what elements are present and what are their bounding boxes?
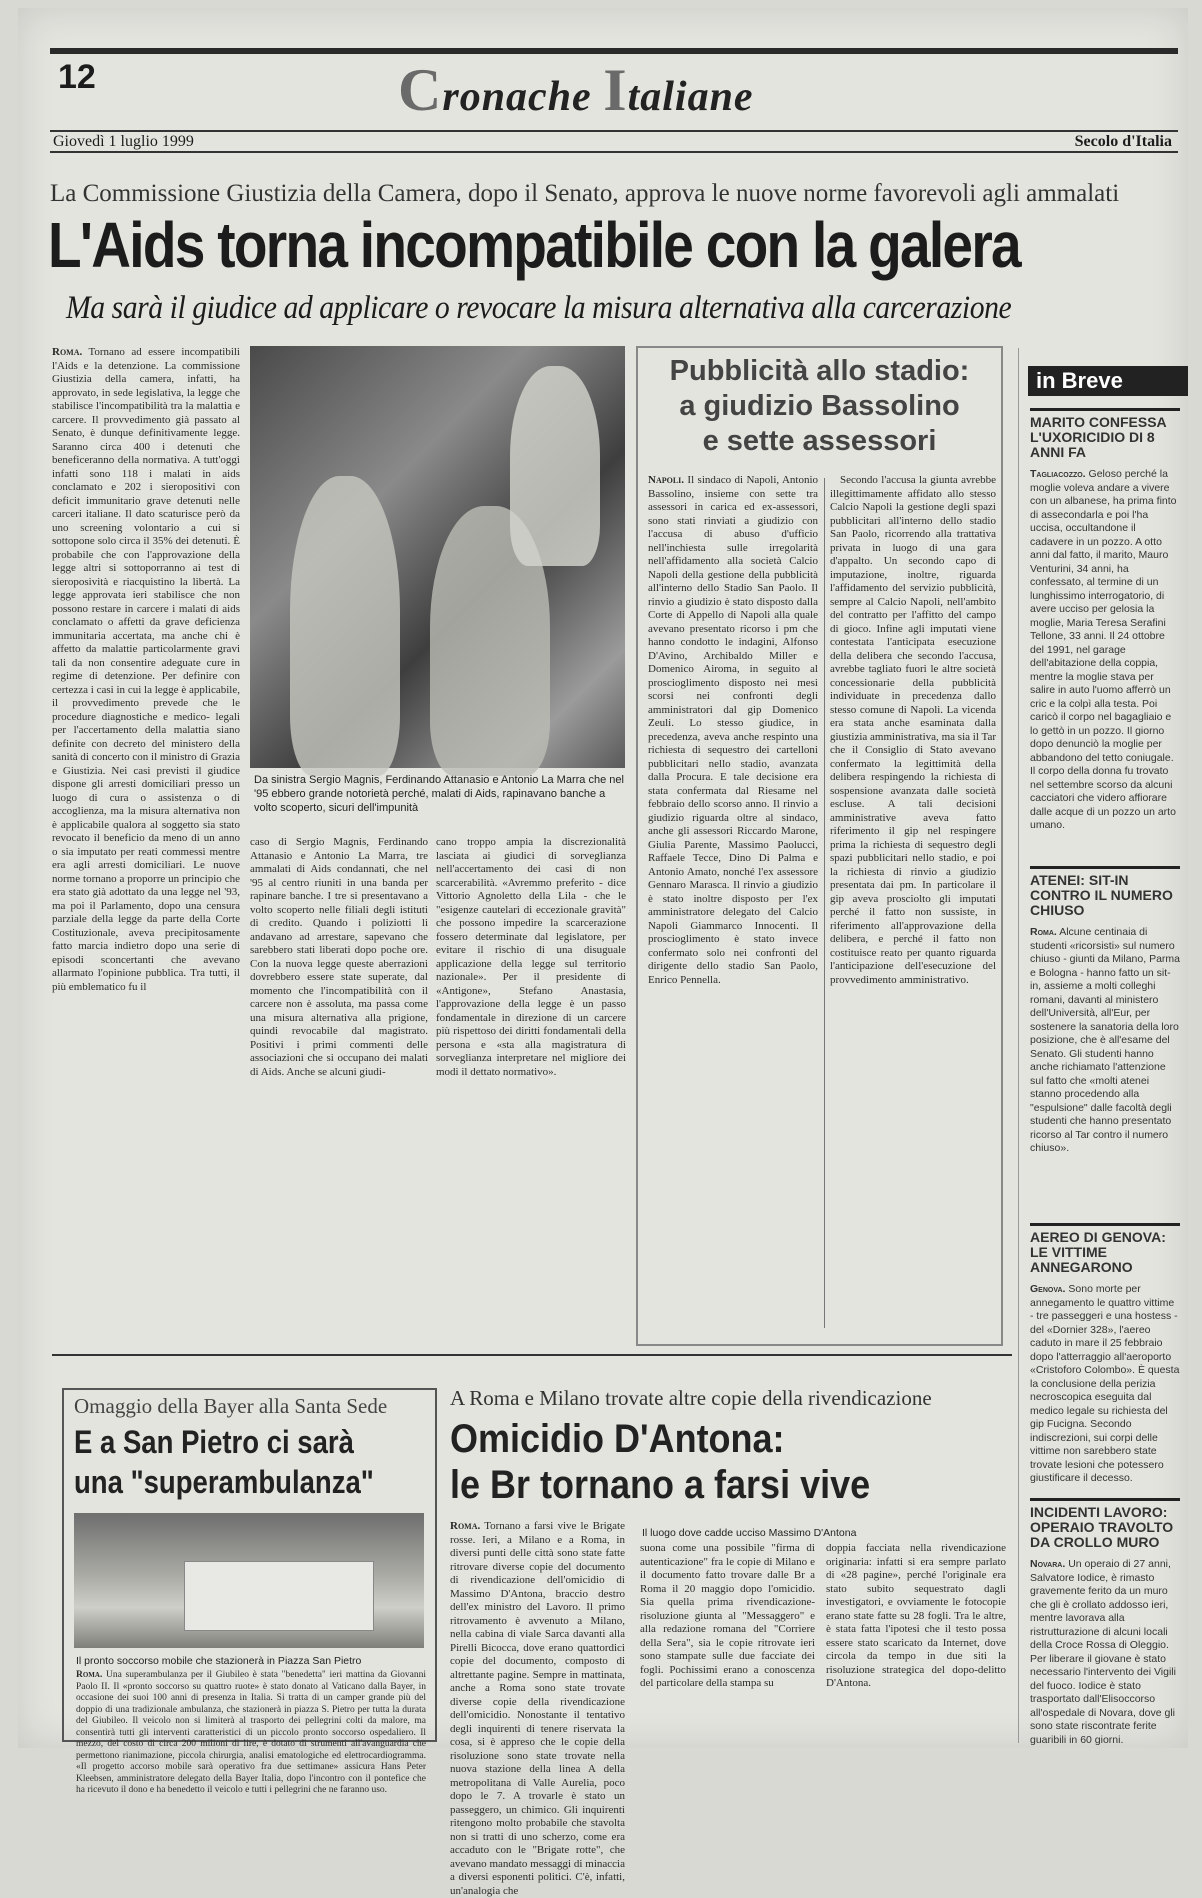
dantona-column-2 — [640, 1542, 815, 1744]
dantona-column-3 — [826, 1542, 1006, 1744]
main-story-column-2 — [250, 836, 428, 1346]
section-divider — [52, 1354, 1012, 1356]
bayer-headline-line1: E a San Pietro ci sarà — [74, 1424, 354, 1460]
dantona-kicker: A Roma e Milano trovate altre copie della rivendicazione — [450, 1386, 932, 1410]
brief-item-1-text: Geloso perché la moglie voleva andare a vivere con un albanese, ha prima finto di assecondarla e poi l'ha uccisa, occultandone il cadavere in un pozzo. A otto anni dal fatto, il marito, Mauro Venturini, 34 anni, ha confessato, al termine di un lunghissimo interrogatorio, di avere ucciso per gelosia la moglie, Maria Teresa Serafini Tellone, 33 anni. Il 24 ottobre del 1991, nel garage dell'abitazione della coppia, mentre la moglie stava per salire in auto l'uomo afferrò un cric e la colpì alla testa. Poi caricò il corpo nel bagagliaio e lo gettò in un pozzo. Il giorno dopo denunciò la moglie per abbandono del tetto coniugale. Il corpo della donna fu trovato nel settembre scorso da alcuni cacciatori che videro affiorare dalle acque di un pozzo un arto umano. — [1030, 468, 1177, 831]
dantona-headline-line1: Omicidio D'Antona: — [450, 1417, 785, 1461]
bayer-story-body: Una superambulanza per il Giubileo è stata "benedetta" ieri mattina da Giovanni Paolo II. Il «pronto soccorso su quattro ruote» è stato donato al Vaticano dalla Bayer, in occasione dei suoi 100 anni di presenza in Italia. Si tratta di un camper grande più del doppio di una tradizionale ambulanza, che stazionerà in piazza S. Pietro per tutta la durata del Giubileo. Il veicolo non si limiterà al trasporto dei pellegrini colti da malore, ma consentirà tutti gli interventi caratteristici di un piccolo pronto soccorso ospedaliero. Il mezzo, del costo di circa 200 milioni di lire, è dotato di strumenti all'avanguardia che permettono rianimazione, piccola chirurgia, analisi ematologiche ed elettrocardiogramma. «Il progetto accorso mobile sarà operativo fra due settimane» assicura Hans Peter Kleebsen, amministratore delegato della Bayer Italia, dopo l'incontro con il pontefice che ha ricevuto il dono e ha benedetto il veicolo e tutti i pellegrini che ne faranno uso. — [76, 1670, 427, 1795]
brief-item-4 — [1030, 1498, 1180, 1746]
brief-item-2-title: ATENEI: SIT-IN CONTRO IL NUMERO CHIUSO — [1030, 866, 1180, 918]
stadium-story-column-1 — [648, 474, 818, 1334]
brief-item-2-city: Roma. — [1030, 926, 1057, 938]
main-story-photo — [250, 346, 625, 768]
brief-item-4-title: INCIDENTI LAVORO: OPERAIO TRAVOLTO DA CROLLO MURO — [1030, 1498, 1180, 1550]
ambulance-photo — [74, 1513, 424, 1648]
main-story-headline: L'Aids torna incompatibile con la galera — [48, 209, 1020, 281]
stadium-col1-text: Il sindaco di Napoli, Antonio Bassolino, insieme con sette tra assessori in carica ed ex-assessori, sono stati rinviati a giudizio con l'accusa di abuso d'ufficio nell'inchiesta sulle irregolarità nell'affidamento alla società Calcio Napoli della gestione della pubblicità all'interno dello Stadio San Paolo. Il rinvio a giudizio è stato disposto dalla Corte di Appello di Napoli alla quale avevano presentato ricorso i pm che hanno condotto le indagini, Alfonso D'Avino, Archibaldo Miller e Domenico Airoma, in seguito al proscioglimento disposto nei mesi scorsi nei confronti degli amministratori dal gip Domenico Zeuli. Lo stesso giudice, in precedenza, aveva anche respinto una richiesta di sequestro dei cartelloni pubblicitari nello stadio, avanzata dalla Procura. E tale decisione era stata confermata dal Riesame nel febbraio dello scorso anno. Il rinvio a giudizio riguarda oltre al sindaco, anche gli assessori Riccardo Marone, Giulia Parente, Massimo Paolucci, Raffaele Tecce, Dino Di Palma e Antonio Amato, nonché l'ex assessore Gennaro Marasca. Il rinvio a giudizio è stato inoltre disposto per l'ex amministratore delegato del Calcio Napoli Giammarco Innocenti. Il proscioglimento è stato invece confermato solo nei confronti del dirigente dello stadio San Paolo, Enrico Pennella. — [648, 474, 818, 986]
stadium-headline-line3: e sette assessori — [702, 425, 937, 457]
brief-item-4-city: Novara. — [1030, 1558, 1066, 1570]
brief-item-2-text: Alcune centinaia di studenti «ricorsisti» sul numero chiuso - giunti da Milano, Parma e Bologna - hanno fatto un sit-in, assieme a molti colleghi romani, davanti al ministero dell'Università, all'Eur, per sostenere la sanatoria della loro posizione, che è all'esame del Senato. Gli studenti hanno anche richiamato l'attenzione sul fatto che «molti atenei stanno procedendo alla "espulsione" dalle facoltà degli studenti che hanno presentato ricorso al Tar contro il numero chiuso». — [1030, 926, 1180, 1154]
main-story-photo-caption: Da sinistra Sergio Magnis, Ferdinando Attanasio e Antonio La Marra che nel '95 ebbero grande notorietà perché, malati di Aids, rapinavano banche a volto scoperto, sicuri dell'impunità — [254, 774, 624, 814]
dantona-photo-caption: Il luogo dove cadde ucciso Massimo D'Antona — [642, 1527, 857, 1539]
stadium-story-column-2 — [830, 474, 996, 1334]
bayer-headline-line2: una "superambulanza" — [74, 1464, 374, 1500]
main-story-column-1 — [52, 346, 240, 1346]
sidebar-rule — [1018, 348, 1019, 1743]
brief-item-1-title: MARITO CONFESSA L'UXORICIDIO DI 8 ANNI FA — [1030, 408, 1180, 460]
dantona-col3-text: doppia facciata nella rivendicazione originaria: infatti si era sempre parlato di «28 pagine», perché l'originale era stato subito sequestrato dagli investigatori, e ovviamente le fotocopie erano state fatte su 28 fogli. Tra le altre, è stata fatta l'ipotesi che il testo possa essere stato scaricato da Internet, dove circola da tempo in due siti la risoluzione strategica del dopo-delitto D'Antona. — [826, 1542, 1006, 1689]
dantona-city: Roma. — [450, 1520, 481, 1532]
stadium-headline-line1: Pubblicità allo stadio: — [669, 355, 970, 387]
stadium-column-rule — [824, 478, 825, 1328]
bayer-story-city: Roma. — [76, 1670, 103, 1680]
ambulance-photo-caption: Il pronto soccorso mobile che stazionerà in Piazza San Pietro — [76, 1655, 362, 1667]
dantona-col1-text: Tornano a farsi vive le Brigate rosse. Ieri, a Milano e a Roma, in diversi punti delle città sono state fatte ritrovare diverse copie del documento di rivendicazione dell'omicidio di Massimo D'Antona, braccio destro dell'ex ministro del Lavoro. Il primo ritrovamento è avvenuto a Milano, nella cabina di viale Sarca davanti alla Pirelli Bicocca, dove erano quattordici copie del documento, composto di altrettante pagine. Sempre in mattinata, anche a Roma sono state trovate diverse copie della rivendicazione dell'omicidio. Nonostante il tentativo degli inquirenti di tenere riservata la cosa, si è appreso che le copie della risoluzione sono state trovate nella nuova stazione della linea A della metropolitana di Valle Aurelia, poco dopo le 7. A trovarle è stato un passeggero, un chimico. Gli inquirenti ritengono molto probabile che stavolta non si tratti di uno scherzo, come era accaduto con le "Brigate rotte", che avevano mandato messaggi di minaccia a diversi esponenti politici. C'è, infatti, un'analogia che — [450, 1520, 625, 1897]
main-story-kicker: La Commissione Giustizia della Camera, dopo il Senato, approva le nuove norme favorevoli agli ammalati — [50, 180, 1120, 207]
dateline-rule-top — [50, 130, 1178, 132]
dantona-headline-line2: le Br tornano a farsi vive — [450, 1463, 871, 1507]
stadium-headline-line2: a giudizio Bassolino — [679, 390, 960, 422]
newspaper-page — [18, 8, 1188, 1897]
main-story-subhead: Ma sarà il giudice ad applicare o revocare la misura alternativa alla carcerazione — [66, 290, 1012, 326]
dantona-column-1 — [450, 1520, 625, 1897]
brief-item-3 — [1030, 1223, 1180, 1491]
bayer-story-kicker: Omaggio della Bayer alla Santa Sede — [74, 1394, 388, 1418]
brief-item-1-city: Tagliacozzo. — [1030, 468, 1086, 480]
dantona-col2-text: suona come una possibile "firma di autenticazione" fra le copie di Milano e il documento fatto trovare dalle Br a Roma il 20 maggio dopo l'omicidio. Sia quella prima rivendicazione-risoluzione giunta al "Messaggero" e alla redazione romana del "Corriere della Sera", sia le copie ritrovate ieri sono stampate sulle due facciate dei fogli. Pochissimi erano a conoscenza del particolare della stampa su — [640, 1542, 815, 1689]
dateline-rule-bottom — [50, 151, 1178, 153]
section-title-initial-c: C — [398, 57, 443, 123]
brief-item-1 — [1030, 408, 1180, 858]
stadium-col2-text: Secondo l'accusa la giunta avrebbe illegittimamente affidato allo stesso Calcio Napoli la gestione degli spazi pubblicitari all'interno dello stadio San Paolo, ricorrendo alla trattativa privata in luogo di una gara d'appalto. Un secondo capo di imputazione, inoltre, riguarda l'affidamento del servizio pubblicità, sempre al Calcio Napoli, nell'ambito del contratto per l'affitto del campo di gioco. Infine agli imputati viene contestata l'anticipata esecuzione della delibera che secondo l'accusa, avrebbe tagliato fuori le altre società concessionarie della pubblicità individuate in precedenza dallo stesso comune di Napoli. La vicenda era stata anche esaminata dalla giustizia amministrativa, ma sia il Tar che il Consiglio di Stato avevano confermato la legittimità della delibera respingendo la richiesta di sospensione avanzata dalle società escluse. A tali decisioni amministrative aveva fatto riferimento il gip nel respingere prima la richiesta di sequestro degli spazi pubblicitari nello stadio, e poi la richiesta di rinvio a giudizio presentata dai pm. In particolare il gip aveva prosciolto gli imputati perché il fatto non sussiste, in riferimento all'approvazione della delibera, e perché il fatto non costituisce reato per quanto riguarda l'anticipazione dell'esecuzione del provvedimento amministrativo. — [830, 474, 996, 986]
main-story-col1-text: Tornano ad essere incompatibili l'Aids e la detenzione. La commissione Giustizia della camera, infatti, ha approvato, in sede legislativa, la legge che stabilisce l'incompatibilità tra la malattia e carcere. Il provvedimento già passato al Senato, è dunque definitivamente legge. Saranno circa 400 i detenuti che beneficeranno della normativa. A tutt'oggi infatti sono 118 i malati in aids conclamato e 202 i sieropositivi con deficit immunitario grave detenuti nelle carceri italiane. Il dato scaturisce però da uno screening volontario a cui si sottopone solo circa il 35% dei detenuti. È probabile che con l'approvazione della legge altri si sottoporranno ai test di sieroposività e riacquistino la libertà. La legge approvata ieri stabilisce che non possono restare in carcere i malati di aids conclamato o affetti da grave deficienza immunitaria accertata, ma anche chi è affetto da malattie particolarmente gravi tali da non consentire adeguate cure in regime di detenzione. Per definire con certezza i casi in cui la legge è applicabile, il provvedimento prevede che le procedure diagnostiche e medico- legali per l'accertamento della malattia siano definite con decreto del ministero della sanità di concerto con il ministro di Grazia e Giustizia. Nei casi previsti il giudice dispone gli arresti domiciliari presso un luogo di cura o assistenza o di accoglienza, ma la misura alternativa non è applicabile qualora al soggetto sia stato revocato il beneficio da meno di un anno o sia imputato per reati commessi mentre era agli arresti domiciliari. Le nuove norme tornano a proporre un principio che era stato già adottato da una legge nel '93, ma poi il Parlamento, dopo una censura parziale della legge da parte della Corte Costituzionale, aveva precipitosamente fatto marcia indietro dopo una serie di episodi sconcertanti che avevano allarmato l'opinione pubblica. Tra tutti, il più emblematico fu il — [52, 346, 240, 993]
masthead-top-rule — [50, 48, 1178, 54]
section-title-part1: ronache — [442, 74, 604, 120]
brief-item-3-text: Sono morte per annegamento le quattro vittime - tre passeggeri e una hostess - del «Dornier 328», l'aereo caduto in mare il 25 febbraio dopo l'atterraggio all'aeroporto «Cristoforo Colombo». È questa la conclusione della perizia necroscopica eseguita dal medico legale su richiesta del gip Fucigna. Secondo indiscrezioni, sui corpi delle vittime non sarebbero state trovate lesioni che potessero giustificare il decesso. — [1030, 1283, 1180, 1484]
main-story-col2-text: caso di Sergio Magnis, Ferdinando Attanasio e Antonio La Marra, tre ammalati di Aids condannati, che nel '95 al centro riuniti in una banda per rapinare banche. I tre si presentavano a volto scoperto nelle filiali degli istituti di credito. Quando i poliziotti li andavano ad arrestare, sapevano che sarebbero stati liberati dopo poche ore. Con la nuova legge queste aberrazioni dovrebbero essere state superate, dal momento che l'incompatibilità con il carcere non è assoluta, ma passa come una misura alternativa alla prigione, quindi revocabile dal magistrato. Positivi i primi commenti delle associazioni che si occupano dei malati di Aids. Anche se alcuni giudi- — [250, 836, 428, 1078]
brief-item-2 — [1030, 866, 1180, 1216]
main-story-city: Roma. — [52, 346, 83, 358]
stadium-story-city: Napoli. — [648, 474, 685, 486]
section-title — [398, 56, 754, 125]
section-title-initial-i: I — [603, 57, 628, 123]
issue-date: Giovedì 1 luglio 1999 — [53, 133, 194, 150]
page-number: 12 — [58, 58, 96, 96]
brief-item-4-text: Un operaio di 27 anni, Salvatore Iodice, è rimasto gravemente ferito da un muro che gli è crollato addosso ieri, mentre lavorava alla ristrutturazione di alcuni locali della Croce Rossa di Oleggio. Per liberare il giovane è stato necessario l'intervento dei Vigili del fuoco. Iodice è stato trasportato dall'Elisoccorso all'ospedale di Novara, dove gli sono state riscontrate ferite guaribili in 60 giorni. — [1030, 1558, 1176, 1746]
brief-item-3-title: AEREO DI GENOVA: LE VITTIME ANNEGARONO — [1030, 1223, 1180, 1275]
main-story-col3-text: cano troppo ampia la discrezionalità lasciata ai giudici di sorveglianza nell'accertamento dei casi di non scarcerabilità. «Avremmo preferito - dice Vittorio Agnoletto della Lila - che le "esigenze cautelari di eccezionale gravità" che possono impedire la scarcerazione fossero determinate dal legislatore, per evitare il rischio di una disuguale applicazione della legge sul territorio nazionale». Per il presidente di «Antigone», Stefano Anastasia, l'approvazione della legge è un passo fondamentale in direzione di un carcere più rispettoso dei diritti fondamentali della persona e «sta alla magistratura di sorveglianza interpretare nel migliore dei modi il dettato normativo». — [436, 836, 626, 1078]
main-story-column-3 — [436, 836, 626, 1346]
brief-item-3-city: Genova. — [1030, 1283, 1066, 1295]
section-title-part2: taliane — [627, 74, 754, 120]
in-breve-label: in Breve — [1028, 366, 1188, 396]
bayer-story-text — [76, 1670, 427, 1795]
paper-name: Secolo d'Italia — [1074, 133, 1172, 150]
